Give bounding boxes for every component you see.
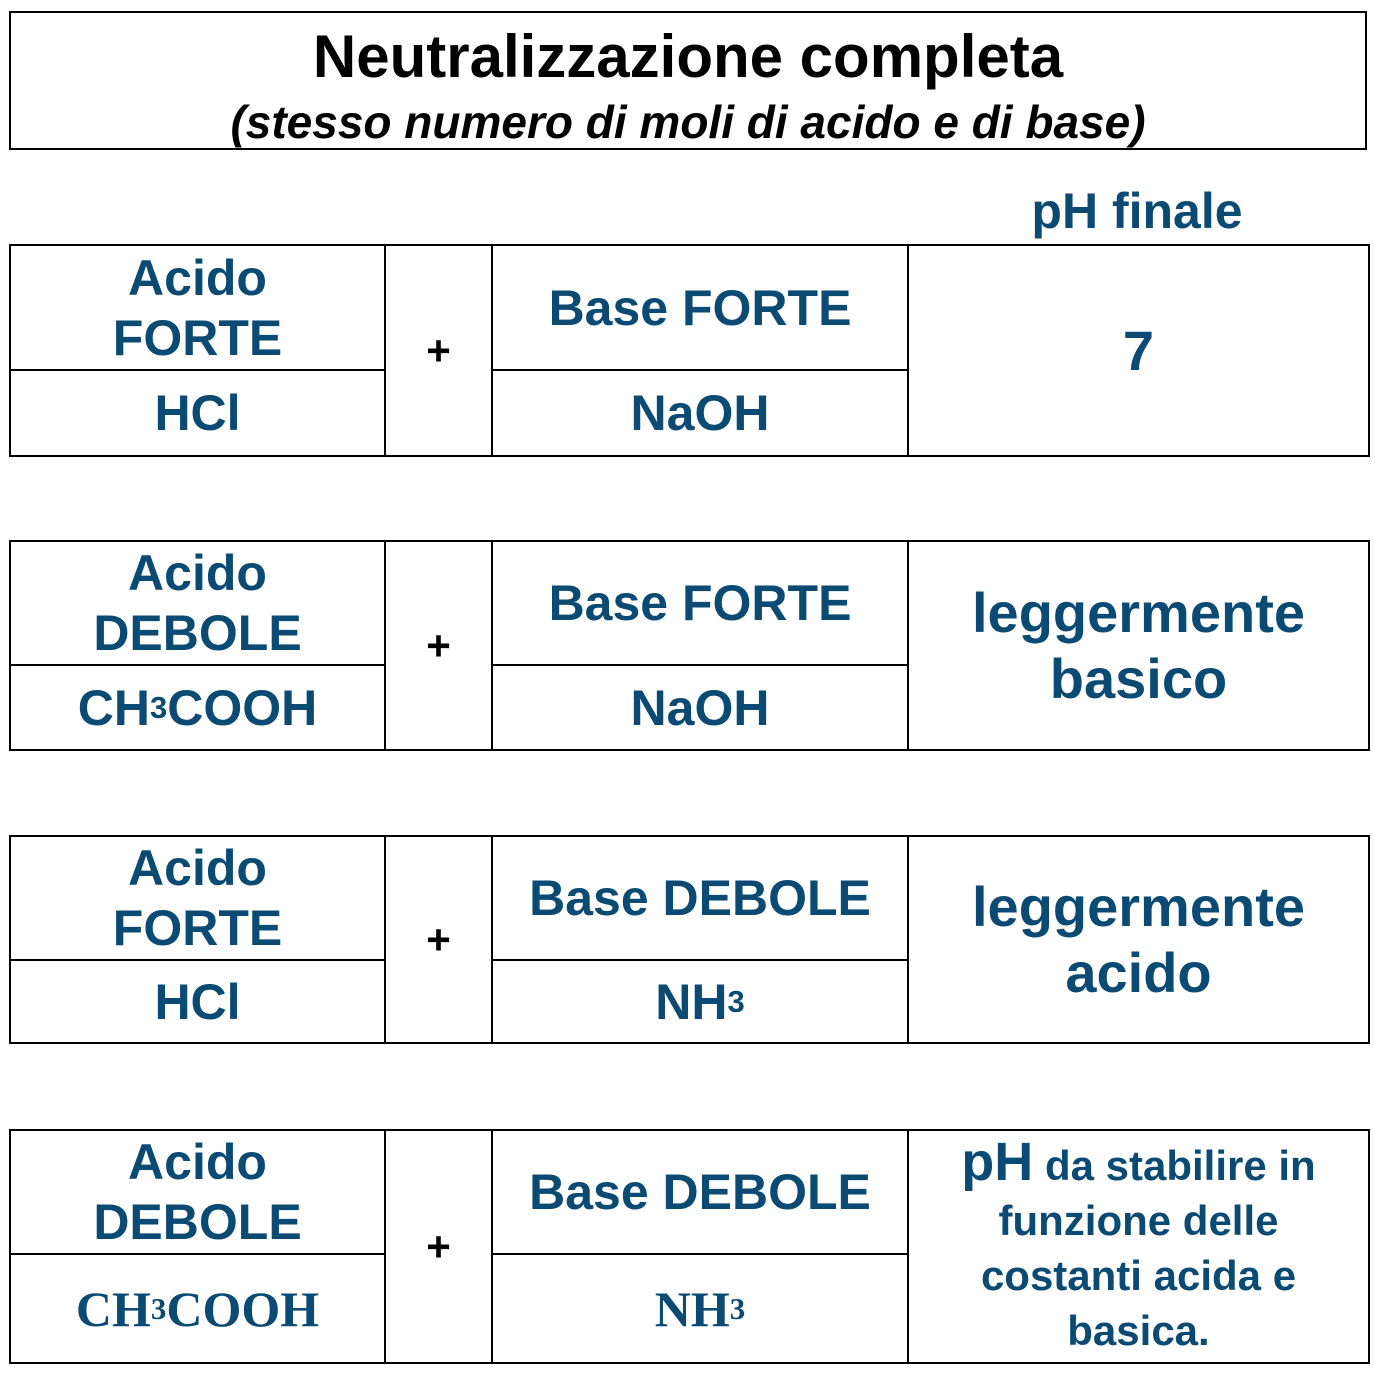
acid-formula (11, 666, 384, 749)
acid-formula-sub: 3 (149, 689, 168, 725)
base-type: Base DEBOLE (529, 1164, 871, 1220)
result-ph (909, 246, 1368, 455)
acid-type (11, 837, 384, 959)
base-formula: NaOH (630, 385, 770, 441)
acid-type-line1: Acido (128, 1134, 267, 1190)
plus-sign: + (426, 621, 451, 669)
plus-sign: + (426, 915, 451, 963)
ph-column-label: pH finale (1031, 183, 1243, 239)
result-ph (909, 542, 1368, 749)
acid-formula-sub: 3 (150, 1290, 167, 1326)
result-line2: funzione delle (998, 1197, 1279, 1244)
acid-type-line2: DEBOLE (93, 1194, 302, 1250)
result-line2: basico (1049, 646, 1228, 710)
result-line3: costanti acida e (980, 1252, 1297, 1299)
result-line4: basica. (1067, 1307, 1210, 1354)
base-formula-main: NH (655, 973, 728, 1030)
acid-type-line2: DEBOLE (93, 605, 302, 661)
result-line1: 7 (1122, 318, 1155, 382)
acid-type (11, 246, 384, 369)
acid-formula: HCl (154, 973, 241, 1030)
acid-type-line1: Acido (128, 840, 267, 896)
base-type: Base FORTE (548, 279, 852, 336)
result-line1: leggermente (972, 580, 1305, 644)
acid-type-line1: Acido (128, 545, 267, 601)
base-type: Base DEBOLE (529, 870, 871, 926)
acid-type-line2: FORTE (112, 309, 283, 366)
acid-formula-main: CH (77, 679, 150, 736)
plus-sign: + (426, 326, 451, 374)
title-box (9, 11, 1367, 150)
page-subtitle: (stesso numero di moli di acido e di base) (230, 96, 1146, 148)
page-title: Neutralizzazione completa (312, 23, 1064, 90)
result-line1: da stabilire in (1033, 1142, 1316, 1189)
table-row (9, 1129, 1370, 1364)
acid-type-line1: Acido (128, 249, 267, 306)
acid-type (11, 542, 384, 664)
acid-formula-rest: COOH (166, 1280, 320, 1337)
acid-formula-main: CH (75, 1280, 151, 1337)
base-type: Base FORTE (548, 575, 852, 631)
result-line2: acido (1065, 940, 1212, 1004)
table-row (9, 540, 1370, 751)
base-formula: NaOH (630, 679, 770, 736)
plus-sign: + (426, 1222, 451, 1270)
acid-type-line2: FORTE (112, 900, 283, 956)
base-formula (493, 961, 907, 1042)
result-ph (909, 1131, 1368, 1362)
table-row (9, 835, 1370, 1044)
base-formula-sub: 3 (727, 983, 745, 1019)
base-formula-sub: 3 (729, 1290, 746, 1326)
acid-type (11, 1131, 384, 1253)
result-ph (909, 837, 1368, 1042)
base-formula-main: NH (654, 1280, 730, 1337)
acid-formula (11, 1255, 384, 1362)
result-line1-wrap (961, 1132, 1316, 1193)
table-row (9, 244, 1370, 457)
acid-formula: HCl (154, 385, 241, 441)
acid-formula-rest: COOH (167, 679, 318, 736)
result-ph-prefix: pH (961, 1132, 1034, 1192)
result-line1: leggermente (972, 874, 1305, 938)
base-formula (493, 1255, 907, 1362)
